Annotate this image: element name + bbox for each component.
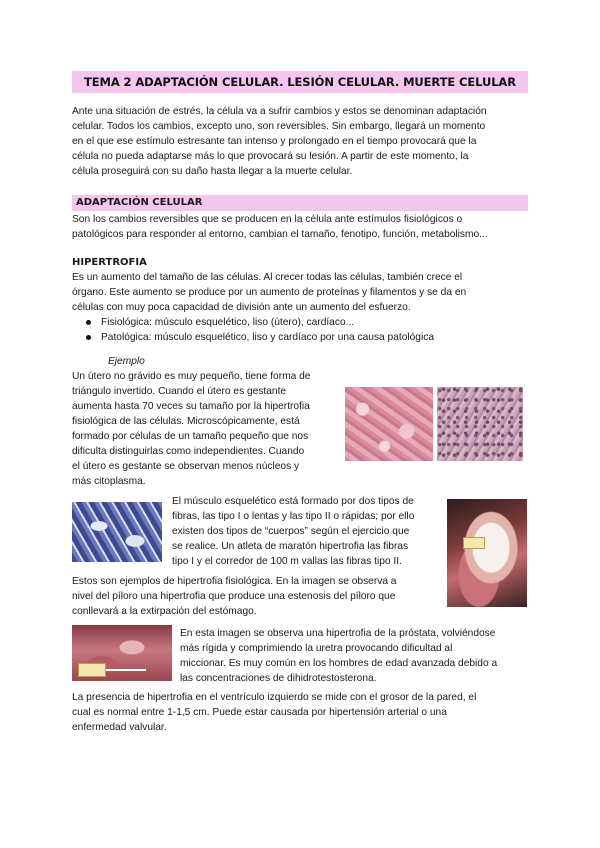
uterine-muscle-micrograph-image — [345, 387, 433, 461]
piloro-line: nivel del píloro una hipertrofia que produce una estenosis del píloro que — [72, 591, 396, 602]
hipertrofia-heading: HIPERTROFIA — [72, 257, 147, 268]
ventriculo-line: enfermedad valvular. — [72, 722, 167, 733]
utero-paragraph — [72, 369, 337, 489]
musculo-paragraph — [172, 494, 440, 569]
hipertrofia-line: órgano. Este aumento se produce por un aumento de proteínas y filamentos y se da en — [72, 287, 467, 298]
ventriculo-paragraph — [72, 690, 528, 735]
ejemplo-label: Ejemplo — [108, 356, 145, 367]
musculo-line: fibras, las tipo I o lentas y las tipo II o rápidas; por ello — [172, 511, 415, 522]
hipertrofia-bullet-list — [86, 315, 434, 345]
piloro-line: Estos son ejemplos de hipertrofia fisiológica. En la imagen se observa a — [72, 576, 397, 587]
utero-line: Un útero no grávido es muy pequeño, tiene forma de — [72, 371, 311, 382]
pylorus-specimen-image — [447, 499, 527, 607]
utero-line: triángulo invertido. Cuando el útero es gestante — [72, 386, 287, 397]
adaptacion-line: Son los cambios reversibles que se producen en la célula ante estímulos fisiológicos o — [72, 214, 463, 225]
adaptacion-heading: ADAPTACIÓN CELULAR — [76, 197, 203, 208]
musculo-line: tipo I y el corredor de 100 m vallas las fibras tipo II. — [172, 556, 402, 567]
prostata-line: más rígida y comprimiendo la uretra provocando dificultad al — [180, 643, 453, 654]
arrow-icon — [106, 669, 146, 671]
page-title: TEMA 2 ADAPTACIÓN CELULAR. LESIÓN CELULAR. MUERTE CELULAR — [83, 75, 516, 89]
musculo-line: existen dos tipos de “cuerpos” según el ejercicio que — [172, 526, 410, 537]
prostate-specimen-image — [72, 625, 172, 681]
hipertrofia-line: Es un aumento del tamaño de las células. Al crecer todas las células, también crece el — [72, 272, 463, 283]
intro-line: en el que ese estímulo estresante tan intenso y prolongado en el tiempo provocará que la — [72, 136, 477, 147]
uterine-tissue-micrograph-image — [437, 387, 523, 461]
hipertrofia-paragraph — [72, 270, 528, 315]
title-banner — [72, 71, 528, 93]
piloro-line: conllevará a la extirpación del estómago. — [72, 606, 257, 617]
intro-line: Ante una situación de estrés, la célula va a sufrir cambios y estos se denominan adaptación — [72, 106, 487, 117]
musculo-line: El músculo esquelético está formado por dos tipos de — [172, 496, 414, 507]
musculo-line: se realice. Un atleta de maratón hipertrofia las fibras — [172, 541, 409, 552]
intro-paragraph — [72, 104, 528, 179]
utero-line: el útero es gestante se observan menos núcleos y — [72, 461, 300, 472]
piloro-paragraph — [72, 574, 440, 619]
utero-line: formado por células de un tamaño pequeño que nos — [72, 431, 309, 442]
skeletal-muscle-fibers-image — [72, 502, 162, 562]
intro-line: célula no pueda adaptarse más lo que provocará su lesión. A partir de este momento, la — [72, 151, 469, 162]
adaptacion-line: patológicos para responder al entorno, cambian el tamaño, fenotipo, función, metabolismo... — [72, 229, 488, 240]
bullet-item: Patológica: músculo esquelético, liso y cardíaco por una causa patológica — [86, 330, 434, 345]
intro-line: célula proseguirá con su daño hasta llegar a la muerte celular. — [72, 166, 353, 177]
prostata-line: las concentraciones de dihidrotestosterona. — [180, 673, 377, 684]
adaptacion-heading-bar — [72, 195, 528, 211]
image-label-tag — [78, 663, 106, 677]
utero-line: fisiológica de las células. Microscópicamente, está — [72, 416, 300, 427]
utero-line: dificulta distinguirlas como independientes. Cuando — [72, 446, 305, 457]
prostata-line: En esta imagen se observa una hipertrofia de la próstata, volviéndose — [180, 628, 496, 639]
utero-line: más citoplasma. — [72, 476, 146, 487]
prostata-paragraph — [180, 626, 528, 686]
ventriculo-line: La presencia de hipertrofia en el ventrículo izquierdo se mide con el grosor de la pared, el — [72, 692, 477, 703]
ventriculo-line: cual es normal entre 1-1,5 cm. Puede estar causada por hipertensión arterial o una — [72, 707, 447, 718]
adaptacion-paragraph — [72, 212, 528, 242]
prostata-line: miccionar. Es muy común en los hombres de edad avanzada debido a — [180, 658, 498, 669]
hipertrofia-line: células con muy poca capacidad de división ante un aumento del esfuerzo. — [72, 302, 411, 313]
image-label-tag — [463, 537, 485, 549]
utero-line: aumenta hasta 70 veces su tamaño por la hipertrofia — [72, 401, 310, 412]
intro-line: celular. Todos los cambios, excepto uno, son reversibles. Sin embargo, llegará un momento — [72, 121, 486, 132]
bullet-item: Fisiológica: músculo esquelético, liso (útero), cardíaco... — [86, 315, 434, 330]
